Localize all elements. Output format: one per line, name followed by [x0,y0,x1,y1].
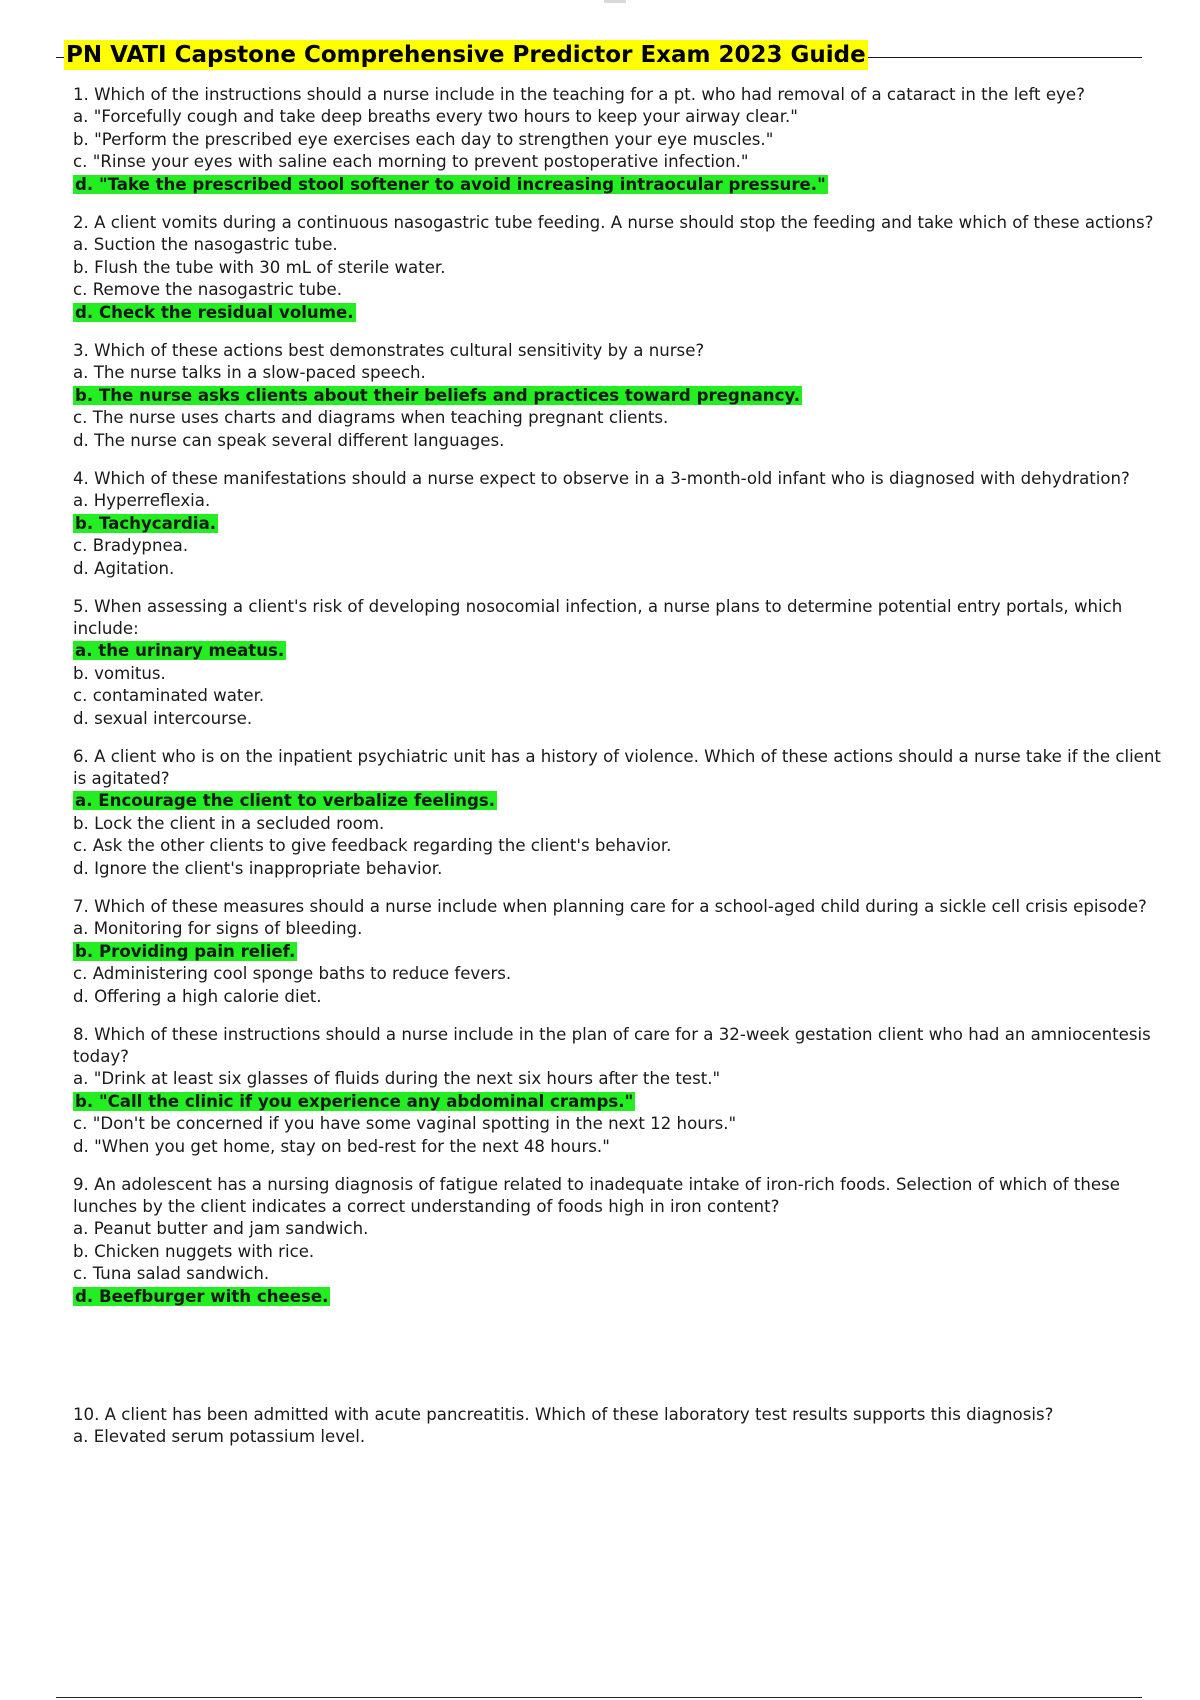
answer-option-correct [73,640,1173,663]
option-letter: a. [73,1069,89,1088]
option-letter: c. [73,280,88,299]
option-text: Ask the other clients to give feedback regarding the client's behavior. [92,836,672,855]
answer-option [73,663,1173,686]
option-text: Providing pain relief. [98,941,296,961]
option-content [73,130,773,149]
option-text: Remove the nasogastric tube. [92,280,343,299]
option-text: The nurse talks in a slow-paced speech. [93,363,426,382]
option-text: Elevated serum potassium level. [93,1427,366,1446]
option-letter: a. [73,363,89,382]
option-text: Suction the nasogastric tube. [93,235,338,254]
question-text: 8. Which of these instructions should a nurse include in the plan of care for a 32-week gestation client who had an amniocentesis today? [73,1025,1151,1066]
question-text: 6. A client who is on the inpatient psychiatric unit has a history of violence. Which of these actions should a nurse take if the client is agitated? [73,747,1161,788]
option-letter: d. [73,1136,89,1156]
answer-option [73,1068,1173,1091]
question-text: 2. A client vomits during a continuous nasogastric tube feeding. A nurse should stop the feeding and take which of these actions? [73,213,1154,232]
option-letter: d. [73,708,89,728]
question-item [73,212,1173,324]
option-letter: a. [73,107,89,126]
title-row [56,38,1142,72]
answer-option [73,106,1173,129]
question-text: 3. Which of these actions best demonstrates cultural sensitivity by a nurse? [73,341,705,360]
option-letter: b. [73,813,89,833]
option-letter: c. [73,1264,88,1283]
option-text: Encourage the client to verbalize feelings. [98,791,496,810]
answer-highlight [73,942,297,961]
answer-option [73,279,1173,302]
option-letter: a. [73,235,89,254]
option-letter: c. [73,152,88,171]
answer-option [73,963,1173,986]
answer-highlight [73,514,218,533]
option-content [73,814,384,833]
answer-highlight [73,1092,635,1111]
answer-highlight [73,175,828,194]
answer-option-correct [73,790,1173,813]
option-text: "Rinse your eyes with saline each morning to prevent postoperative infection." [92,152,749,171]
option-content [73,1069,720,1088]
answer-option [73,1241,1173,1264]
footer-rule [56,1697,1142,1698]
question-item [73,746,1173,880]
option-content [73,491,210,510]
answer-option [73,129,1173,152]
option-text: "Perform the prescribed eye exercises each day to strengthen your eye muscles." [94,129,774,149]
answer-option [73,1218,1173,1241]
option-letter: b. [75,385,94,405]
answer-option-correct [73,302,1173,325]
page-top-mark [604,0,626,3]
option-text: Agitation. [94,558,175,578]
question-item [73,1404,1173,1449]
option-text: "Don't be concerned if you have some vaginal spotting in the next 12 hours." [92,1114,737,1133]
answer-highlight [73,386,802,405]
option-content [73,686,264,705]
question-text: 10. A client has been admitted with acute pancreatitis. Which of these laboratory test results supports this diagnosis? [73,1405,1054,1424]
option-content [73,408,668,427]
question-text: 7. Which of these measures should a nurse include when planning care for a school-aged child during a sickle cell crisis episode? [73,897,1147,916]
answer-option [73,535,1173,558]
option-letter: c. [73,964,88,983]
question-item [73,84,1173,196]
answer-option-correct [73,1286,1173,1309]
option-letter: c. [73,536,88,555]
option-letter: b. [73,257,89,277]
answer-option [73,835,1173,858]
option-letter: b. [75,941,94,961]
option-letter: b. [73,663,89,683]
question-item [73,468,1173,580]
option-text: The nurse asks clients about their beliefs and practices toward pregnancy. [98,385,801,405]
answer-highlight [73,1287,330,1306]
option-text: Offering a high calorie diet. [94,986,322,1006]
option-content [73,836,671,855]
answer-option [73,1426,1173,1449]
option-text: Peanut butter and jam sandwich. [93,1219,369,1238]
answer-option [73,1136,1173,1159]
option-letter: c. [73,686,88,705]
option-letter: d. [73,558,89,578]
option-content [73,987,322,1006]
question-item [73,896,1173,1008]
option-text: Monitoring for signs of bleeding. [93,919,363,938]
option-text: the urinary meatus. [98,641,285,660]
option-text: Check the residual volume. [98,302,354,322]
answer-option [73,1113,1173,1136]
answer-option [73,1263,1173,1286]
answer-option [73,407,1173,430]
option-text: "When you get home, stay on bed-rest for the next 48 hours." [94,1136,610,1156]
option-content [73,1264,269,1283]
option-text: Lock the client in a secluded room. [94,813,385,833]
answer-option [73,708,1173,731]
question-item [73,1174,1173,1308]
option-letter: a. [75,791,93,810]
answer-option [73,813,1173,836]
option-text: The nurse uses charts and diagrams when teaching pregnant clients. [92,408,669,427]
answer-option [73,558,1173,581]
answer-option [73,430,1173,453]
answer-option [73,918,1173,941]
answer-option-correct [73,513,1173,536]
answer-option [73,858,1173,881]
option-text: Flush the tube with 30 mL of sterile water. [94,257,446,277]
option-content [73,859,442,878]
option-letter: b. [73,1241,89,1261]
option-letter: a. [73,919,89,938]
option-content [73,258,446,277]
option-letter: d. [73,986,89,1006]
option-content [73,536,188,555]
option-letter: d. [73,430,89,450]
option-content [73,1114,736,1133]
option-content [73,152,749,171]
answer-highlight [73,791,497,810]
option-letter: c. [73,1114,88,1133]
option-text: "Take the prescribed stool softener to avoid increasing intraocular pressure." [98,174,826,194]
question-text: 1. Which of the instructions should a nurse include in the teaching for a pt. who had removal of a cataract in the left eye? [73,85,1085,104]
question-list [73,84,1173,1465]
option-content [73,1242,314,1261]
option-content [73,964,511,983]
option-text: sexual intercourse. [94,708,253,728]
option-text: Chicken nuggets with rice. [94,1241,315,1261]
option-letter: a. [73,1427,89,1446]
question-item [73,340,1173,452]
option-content [73,559,174,578]
option-letter: c. [73,836,88,855]
option-text: Tuna salad sandwich. [92,1264,270,1283]
answer-option [73,257,1173,280]
answer-option [73,490,1173,513]
option-content [73,919,362,938]
question-text: 9. An adolescent has a nursing diagnosis of fatigue related to inadequate intake of iron-rich foods. Selection of which of these lunches by the client indicates a correct understanding of foods high in iron content? [73,1175,1120,1216]
option-letter: b. [73,129,89,149]
question-text: 4. Which of these manifestations should a nurse expect to observe in a 3-month-old infant who is diagnosed with dehydration? [73,469,1130,488]
option-letter: a. [75,641,93,660]
option-letter: a. [73,1219,89,1238]
question-item [73,596,1173,730]
option-letter: d. [75,174,94,194]
option-text: contaminated water. [92,686,265,705]
document-title: PN VATI Capstone Comprehensive Predictor Exam 2023 Guide [66,42,866,68]
answer-option [73,234,1173,257]
answer-option [73,151,1173,174]
answer-highlight [73,641,286,660]
option-letter: b. [75,1091,94,1111]
option-text: "Call the clinic if you experience any abdominal cramps." [98,1091,634,1111]
option-text: "Drink at least six glasses of fluids during the next six hours after the test." [93,1069,721,1088]
question-text: 5. When assessing a client's risk of developing nosocomial infection, a nurse plans to determine potential entry portals, which include: [73,597,1123,638]
option-text: Beefburger with cheese. [98,1286,329,1306]
answer-option-correct [73,1091,1173,1114]
option-letter: b. [75,513,94,533]
option-letter: d. [75,302,94,322]
answer-option-correct [73,385,1173,408]
option-letter: d. [75,1286,94,1306]
option-text: Tachycardia. [98,513,217,533]
option-content [73,1137,610,1156]
answer-option [73,362,1173,385]
question-item [73,1024,1173,1158]
option-content [73,709,252,728]
option-content [73,363,426,382]
option-content [73,431,504,450]
option-text: vomitus. [94,663,166,683]
option-text: Ignore the client's inappropriate behavior. [94,858,443,878]
option-content [73,280,342,299]
option-content [73,1427,365,1446]
option-letter: a. [73,491,89,510]
answer-option [73,685,1173,708]
option-text: The nurse can speak several different languages. [94,430,505,450]
option-content [73,1219,368,1238]
option-content [73,235,338,254]
option-text: "Forcefully cough and take deep breaths every two hours to keep your airway clear." [93,107,798,126]
answer-option [73,986,1173,1009]
option-text: Hyperreflexia. [93,491,211,510]
option-letter: d. [73,858,89,878]
option-letter: c. [73,408,88,427]
answer-highlight [73,303,356,322]
answer-option-correct [73,174,1173,197]
option-text: Bradypnea. [92,536,189,555]
option-text: Administering cool sponge baths to reduce fevers. [92,964,512,983]
option-content [73,664,166,683]
option-content [73,107,798,126]
answer-option-correct [73,941,1173,964]
